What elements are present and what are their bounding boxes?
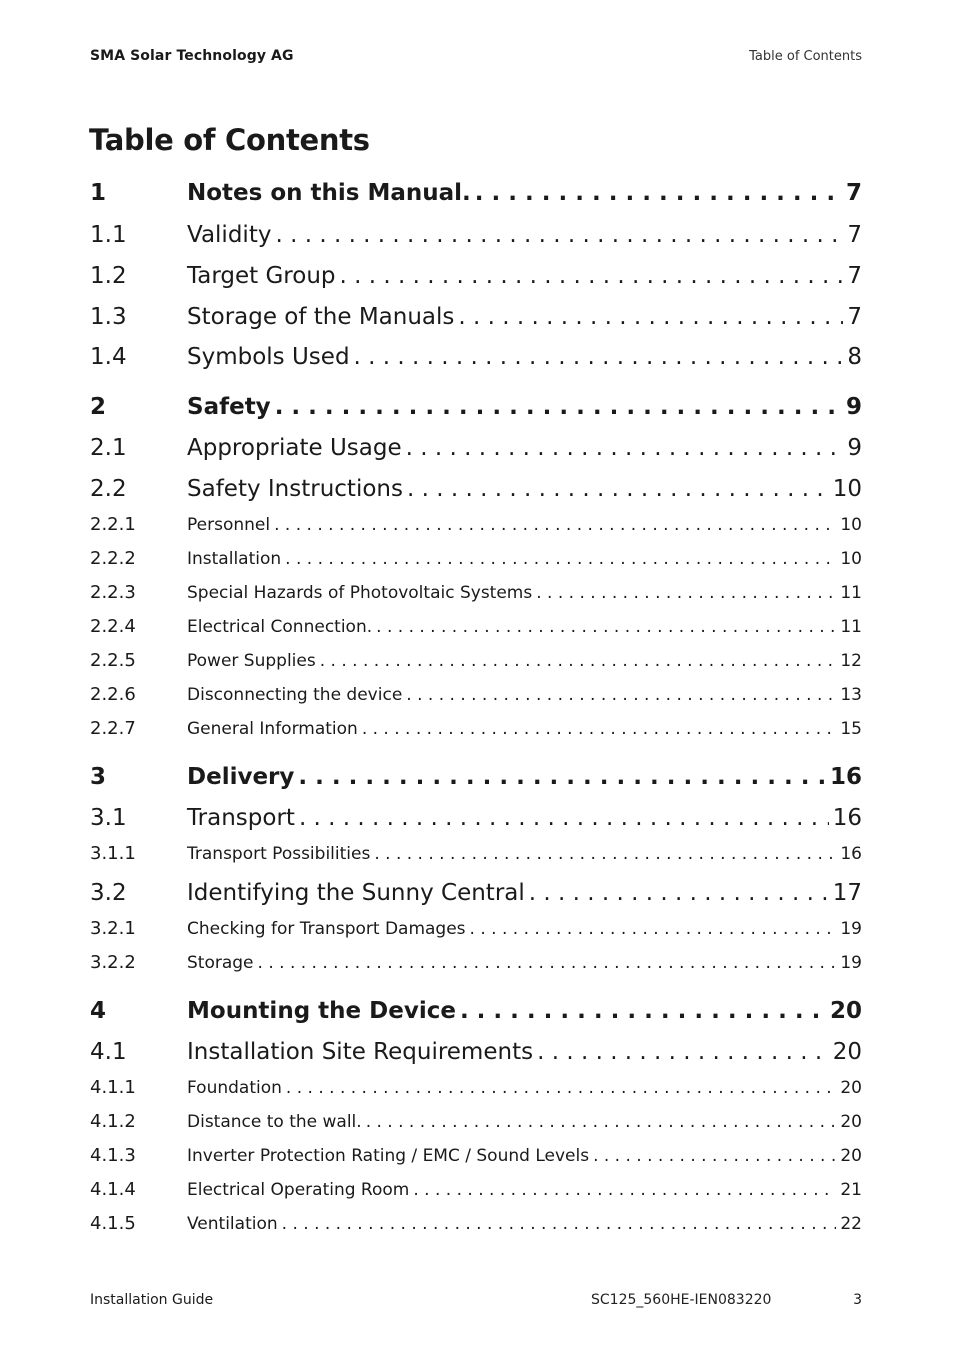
toc-dot-leader [354, 344, 844, 370]
toc-entry-page[interactable]: 9 [847, 435, 862, 461]
toc-entry-page[interactable]: 11 [840, 583, 862, 603]
toc-entry[interactable] [90, 1179, 862, 1200]
toc-entry-number: 2.2 [90, 476, 127, 502]
toc-entry-page[interactable]: 13 [840, 685, 862, 705]
toc-entry-title[interactable]: Notes on this Manual. [187, 180, 471, 206]
toc-entry-page[interactable]: 21 [840, 1180, 862, 1200]
footer-page-number: 3 [853, 1292, 862, 1308]
toc-entry[interactable] [90, 1213, 862, 1234]
toc-entry[interactable] [90, 880, 862, 906]
toc-dot-leader [366, 1112, 837, 1132]
toc-entry[interactable] [90, 514, 862, 535]
toc-entry[interactable] [90, 222, 862, 248]
toc-entry-number: 3.2.1 [90, 918, 136, 939]
toc-entry-number: 2.1 [90, 435, 127, 461]
toc-entry-title[interactable]: Electrical Operating Room [187, 1180, 410, 1200]
toc-entry-title[interactable]: Power Supplies [187, 651, 316, 671]
toc-entry-title[interactable]: Ventilation [187, 1214, 278, 1234]
toc-entry-title[interactable]: Mounting the Device [187, 998, 456, 1024]
toc-entry-page[interactable]: 20 [840, 1146, 862, 1166]
toc-entry-title[interactable]: Safety [187, 394, 271, 420]
toc-dot-leader [406, 435, 844, 461]
toc-entry[interactable] [90, 304, 862, 330]
toc-entry-number: 2.2.3 [90, 582, 136, 603]
footer-doc-code: SC125_560HE-IEN083220 [591, 1292, 772, 1308]
toc-entry[interactable] [90, 1039, 862, 1065]
toc-entry-number: 4.1.4 [90, 1179, 136, 1200]
toc-dot-leader [258, 953, 837, 973]
toc-entry[interactable] [90, 344, 862, 370]
toc-entry-title[interactable]: Storage [187, 953, 254, 973]
toc-dot-leader [298, 764, 826, 790]
toc-entry-title[interactable]: Inverter Protection Rating / EMC / Sound Levels [187, 1146, 590, 1166]
toc-dot-leader [299, 805, 829, 831]
toc-entry-title[interactable]: Electrical Connection. [187, 617, 373, 637]
toc-entry-number: 2.2.2 [90, 548, 136, 569]
toc-dot-leader [275, 222, 843, 248]
toc-entry-title[interactable]: Symbols Used [187, 344, 350, 370]
toc-entry[interactable] [90, 1145, 862, 1166]
toc-entry-number: 3.2.2 [90, 952, 136, 973]
toc-entry[interactable] [90, 616, 862, 637]
toc-entry-title[interactable]: Distance to the wall. [187, 1112, 362, 1132]
toc-entry-number: 4.1.2 [90, 1111, 136, 1132]
toc-entry-number: 1.3 [90, 304, 127, 330]
toc-dot-leader [458, 304, 843, 330]
toc-dot-leader [362, 719, 837, 739]
toc-entry-page[interactable]: 7 [847, 263, 862, 289]
toc-entry-page[interactable]: 10 [840, 515, 862, 535]
header-section: Table of Contents [749, 49, 862, 64]
toc-dot-leader [274, 515, 836, 535]
toc-entry[interactable] [90, 394, 862, 420]
toc-entry-title[interactable]: Storage of the Manuals [187, 304, 455, 330]
toc-dot-leader [282, 1214, 837, 1234]
toc-entry-number: 3 [90, 764, 107, 790]
toc-entry-number: 4.1 [90, 1039, 127, 1065]
toc-entry-title[interactable]: Safety Instructions [187, 476, 403, 502]
toc-entry[interactable] [90, 805, 862, 831]
toc-entry-page[interactable]: 22 [840, 1214, 862, 1234]
toc-dot-leader [460, 998, 826, 1024]
toc-entry-title[interactable]: Foundation [187, 1078, 282, 1098]
toc-entry-number: 1.4 [90, 344, 127, 370]
toc-entry-title[interactable]: Validity [187, 222, 272, 248]
toc-entry-number: 3.2 [90, 880, 127, 906]
toc-entry-number: 2 [90, 394, 107, 420]
toc-entry-title[interactable]: Checking for Transport Damages [187, 919, 466, 939]
toc-entry-page[interactable]: 16 [829, 764, 862, 790]
toc-entry-title[interactable]: Transport Possibilities [187, 844, 371, 864]
toc-entry-page[interactable]: 9 [845, 394, 862, 420]
toc-entry-title[interactable]: Special Hazards of Photovoltaic Systems [187, 583, 533, 603]
toc-entry-title[interactable]: Installation [187, 549, 282, 569]
toc-entry[interactable] [90, 1111, 862, 1132]
toc-entry-page[interactable]: 20 [840, 1112, 862, 1132]
toc-entry-number: 2.2.6 [90, 684, 136, 705]
toc-entry-page[interactable]: 8 [847, 344, 862, 370]
header-company: SMA Solar Technology AG [90, 48, 294, 64]
toc-entry[interactable] [90, 843, 862, 864]
toc-entry-title[interactable]: Appropriate Usage [187, 435, 402, 461]
toc-dot-leader [406, 685, 836, 705]
toc-dot-leader [593, 1146, 836, 1166]
toc-entry-number: 3.1 [90, 805, 127, 831]
toc-dot-leader [376, 617, 836, 637]
page-title: Table of Contents [89, 123, 370, 157]
toc-entry[interactable] [90, 684, 862, 705]
toc-entry-page[interactable]: 7 [847, 222, 862, 248]
toc-entry-number: 2.2.4 [90, 616, 136, 637]
toc-dot-leader [285, 549, 836, 569]
toc-entry-page[interactable]: 16 [840, 844, 862, 864]
toc-entry-number: 4.1.1 [90, 1077, 136, 1098]
toc-entry[interactable] [90, 650, 862, 671]
toc-entry-title[interactable]: Installation Site Requirements [187, 1039, 534, 1065]
toc-entry-title[interactable]: Target Group [187, 263, 336, 289]
footer-doc-type: Installation Guide [90, 1292, 214, 1308]
toc-entry-number: 3.1.1 [90, 843, 136, 864]
toc-entry[interactable] [90, 435, 862, 461]
toc-dot-leader [407, 476, 829, 502]
toc-entry-page[interactable]: 17 [832, 880, 862, 906]
toc-entry-page[interactable]: 10 [832, 476, 862, 502]
toc-dot-leader [413, 1180, 836, 1200]
toc-entry[interactable] [90, 998, 862, 1024]
toc-entry-page[interactable]: 10 [840, 549, 862, 569]
toc-entry[interactable] [90, 718, 862, 739]
toc-dot-leader [537, 1039, 829, 1065]
toc-dot-leader [470, 919, 837, 939]
toc-entry-number: 2.2.7 [90, 718, 136, 739]
toc-dot-leader [320, 651, 837, 671]
toc-dot-leader [536, 583, 836, 603]
toc-entry-number: 2.2.1 [90, 514, 136, 535]
toc-entry-page[interactable]: 16 [832, 805, 862, 831]
toc-entry-page[interactable]: 20 [840, 1078, 862, 1098]
toc-entry-title[interactable]: Delivery [187, 764, 295, 790]
toc-entry-page[interactable]: 19 [840, 919, 862, 939]
toc-entry[interactable] [90, 180, 862, 206]
toc-dot-leader [374, 844, 836, 864]
toc-dot-leader [340, 263, 844, 289]
toc-entry[interactable] [90, 764, 862, 790]
toc-entry-page[interactable]: 7 [845, 180, 862, 206]
toc-dot-leader [529, 880, 829, 906]
toc-entry-page[interactable]: 7 [847, 304, 862, 330]
toc-entry-number: 1.2 [90, 263, 127, 289]
toc-dot-leader [475, 180, 842, 206]
toc-entry[interactable] [90, 582, 862, 603]
toc-entry-number: 4.1.5 [90, 1213, 136, 1234]
toc-entry-number: 4.1.3 [90, 1145, 136, 1166]
toc-entry-page[interactable]: 12 [840, 651, 862, 671]
toc-entry[interactable] [90, 918, 862, 939]
toc-entry-number: 1 [90, 180, 107, 206]
toc-dot-leader [286, 1078, 836, 1098]
toc-entry[interactable] [90, 548, 862, 569]
toc-entry-page[interactable]: 11 [840, 617, 862, 637]
toc-entry-number: 2.2.5 [90, 650, 136, 671]
toc-entry-title[interactable]: Transport [187, 805, 295, 831]
toc-entry-title[interactable]: General Information [187, 719, 358, 739]
toc-entry[interactable] [90, 952, 862, 973]
toc-entry-number: 4 [90, 998, 107, 1024]
toc-entry-title[interactable]: Personnel [187, 515, 271, 535]
toc-entry[interactable] [90, 1077, 862, 1098]
toc-dot-leader [275, 394, 842, 420]
toc-entry[interactable] [90, 476, 862, 502]
toc-entry-page[interactable]: 20 [829, 998, 862, 1024]
toc-entry-page[interactable]: 19 [840, 953, 862, 973]
toc-entry-title[interactable]: Identifying the Sunny Central [187, 880, 525, 906]
toc-entry-title[interactable]: Disconnecting the device [187, 685, 403, 705]
toc-entry-number: 1.1 [90, 222, 127, 248]
toc-entry-page[interactable]: 15 [840, 719, 862, 739]
toc-entry-page[interactable]: 20 [832, 1039, 862, 1065]
toc-entry[interactable] [90, 263, 862, 289]
